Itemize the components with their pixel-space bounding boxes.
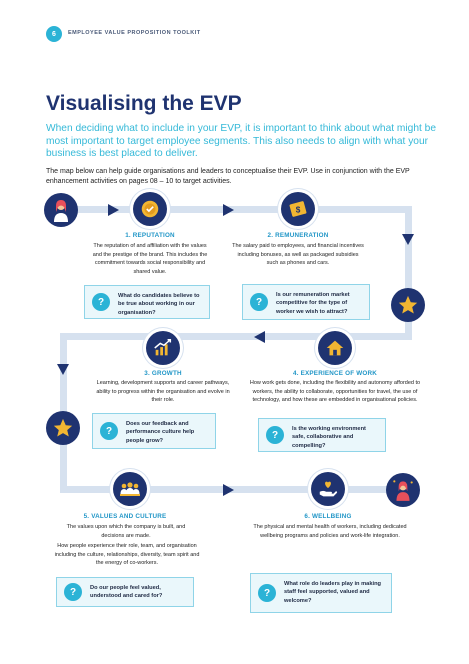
question-mark-icon: ? xyxy=(92,293,110,311)
step-6-desc: The physical and mental health of workers, including dedicated wellbeing programs and policies and work-life integration. xyxy=(253,524,407,539)
end-person-icon xyxy=(386,473,420,507)
hand-heart-icon xyxy=(311,472,345,506)
star-node-left-icon xyxy=(46,411,80,445)
people-group-icon xyxy=(113,472,147,506)
step-4-desc: How work gets done, including the flexibility and autonomy afforded to workers, the ability to collaborate, opportunities for travel, the use of technology, and how these are embedded in organisational policies. xyxy=(249,380,421,403)
step-3-title: 3. GROWTH xyxy=(144,370,182,377)
step-3-question-box xyxy=(92,413,216,449)
step-5-title: 5. VALUES AND CULTURE xyxy=(83,513,167,520)
step-1-question-box xyxy=(84,285,210,319)
question-mark-icon: ? xyxy=(266,426,284,444)
step-5-desc: The values upon which the company is built, and decisions are made. xyxy=(66,524,186,539)
home-icon xyxy=(318,331,352,365)
reputation-badge-icon xyxy=(133,192,167,226)
step-6-title: 6. WELLBEING xyxy=(304,513,352,520)
step-5-question: Do our people feel valued, understood and cared for? xyxy=(90,585,163,600)
question-mark-icon: ? xyxy=(100,422,118,440)
step-2-question: Is our remuneration market competitive for the type of worker we wish to attract? xyxy=(276,292,350,315)
page-title: Visualising the EVP xyxy=(46,92,242,115)
step-2-question-box xyxy=(242,284,370,320)
question-mark-icon: ? xyxy=(258,584,276,602)
star-node-right-icon xyxy=(391,288,425,322)
money-envelope-icon xyxy=(281,192,315,226)
step-5-question-box xyxy=(56,577,194,607)
question-mark-icon: ? xyxy=(250,293,268,311)
question-mark-icon: ? xyxy=(64,583,82,601)
flow-arrow-3 xyxy=(402,234,414,245)
step-4-question-box xyxy=(258,418,386,452)
page-number-badge: 6 xyxy=(46,26,62,42)
step-1-desc: The reputation of and affiliation with the values and the prestige of the brand. This includes the commitment towards social responsibility and shared value. xyxy=(92,243,208,275)
flow-arrow-6 xyxy=(223,484,234,496)
flow-arrow-1 xyxy=(108,204,119,216)
step-5-desc-2: How people experience their role, team, and organisation including the culture, relationships, diversity, team spirit and the energy of co-workers. xyxy=(54,543,200,566)
toolkit-label: EMPLOYEE VALUE PROPOSITION TOOLKIT xyxy=(68,30,201,36)
step-6-question: What role do leaders play in making staff feel supported, valued and welcome? xyxy=(284,581,382,604)
step-1-title: 1. REPUTATION xyxy=(125,232,175,239)
step-4-question: Is the working environment safe, collaborative and compelling? xyxy=(292,426,366,449)
page-subtitle: When deciding what to include in your EVP, it is important to think about what might be most important to target employee segments. This also needs to align with what your business is best placed to deliver. xyxy=(46,123,436,159)
step-3-question: Does our feedback and performance culture help people grow? xyxy=(126,421,195,444)
track-row-2 xyxy=(60,333,412,340)
svg-text:$: $ xyxy=(295,205,301,215)
flow-arrow-5 xyxy=(57,364,69,375)
intro-paragraph: The map below can help guide organisations and leaders to conceptualise their EVP. Use in conjunction with the EVP enhancement activities on pages 08 – 10 to target activities. xyxy=(46,168,410,185)
step-4-title: 4. EXPERIENCE OF WORK xyxy=(293,370,377,377)
start-person-icon xyxy=(44,193,78,227)
step-3-desc: Learning, development supports and career pathways, ability to progress within the organisation and evolve in their role. xyxy=(96,380,230,403)
step-2-title: 2. REMUNERATION xyxy=(267,232,329,239)
step-2-desc: The salary paid to employees, and financial incentives including bonuses, as well as packaged subsidies such as phones and cars. xyxy=(232,243,364,266)
flow-arrow-4 xyxy=(254,331,265,343)
step-6-question-box xyxy=(250,573,392,613)
growth-chart-icon xyxy=(146,331,180,365)
flow-arrow-2 xyxy=(223,204,234,216)
step-1-question: What do candidates believe to be true about working in our organisation? xyxy=(118,293,200,316)
